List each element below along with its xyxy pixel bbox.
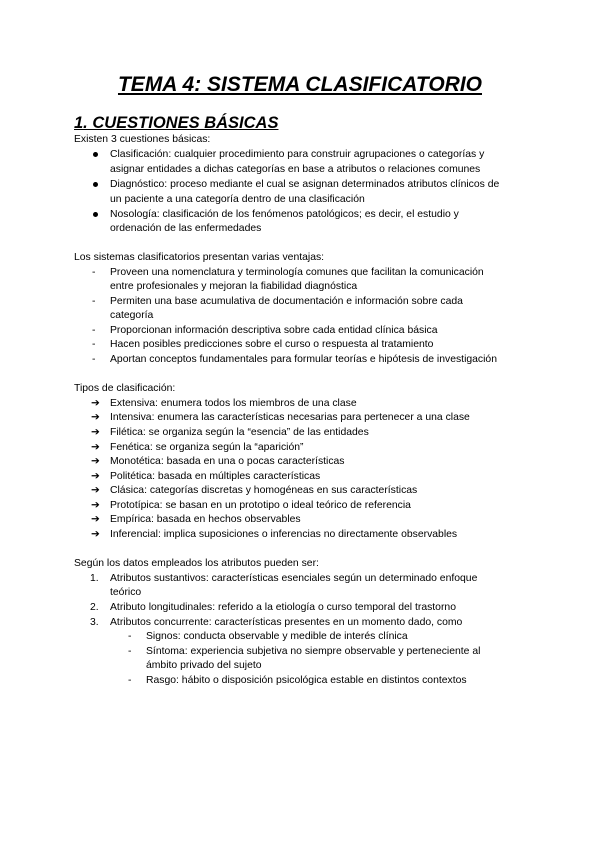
list-item: Hacen posibles predicciones sobre el curso o respuesta al tratamiento — [110, 339, 434, 350]
list-item: Inferencial: implica suposiciones o inferencias no directamente observables — [110, 529, 458, 540]
arrow-icon: ➔ — [91, 398, 100, 409]
dash-icon: - — [128, 631, 132, 642]
list-item: Proveen una nomenclatura y terminología comunes que facilitan la comunicación — [110, 267, 484, 278]
list-item: Monotética: basada en una o pocas características — [110, 456, 345, 467]
dash-icon: - — [128, 675, 132, 686]
list-item: Fenética: se organiza según la “aparición” — [110, 442, 304, 453]
ventajas-intro: Los sistemas clasificatorios presentan varias ventajas: — [74, 252, 325, 263]
intro-text: Existen 3 cuestiones básicas: — [74, 134, 211, 145]
bullet-icon — [93, 212, 98, 217]
bullet-icon — [93, 182, 98, 187]
bullet-line: un paciente a una categoría dentro de una clasificación — [110, 194, 365, 205]
list-number: 3. — [90, 617, 99, 628]
list-item: Extensiva: enumera todos los miembros de una clase — [110, 398, 357, 409]
list-item: Intensiva: enumera las características necesarias para pertenecer a una clase — [110, 412, 470, 423]
arrow-icon: ➔ — [91, 485, 100, 496]
arrow-icon: ➔ — [91, 471, 100, 482]
list-item: Empírica: basada en hechos observables — [110, 514, 301, 525]
list-item: Prototípica: se basan en un prototipo o ideal teórico de referencia — [110, 500, 411, 511]
dash-icon: - — [92, 296, 96, 307]
document-title: TEMA 4: SISTEMA CLASIFICATORIO — [117, 73, 482, 96]
atributos-intro: Según los datos empleados los atributos pueden ser: — [74, 558, 319, 569]
sub-item: Signos: conducta observable y medible de interés clínica — [146, 631, 408, 642]
list-item: Clásica: categorías discretas y homogéneas en sus características — [110, 485, 418, 496]
arrow-icon: ➔ — [91, 442, 100, 453]
list-item: Proporcionan información descriptiva sobre cada entidad clínica básica — [110, 325, 438, 336]
list-item: Atributos concurrente: características presentes en un momento dado, como — [110, 617, 463, 628]
bullet-line: asignar entidades a dichas categorías en base a atributos o relaciones comunes — [110, 164, 481, 175]
sub-item: ámbito privado del sujeto — [146, 660, 262, 671]
list-number: 1. — [90, 573, 99, 584]
list-item: Aportan conceptos fundamentales para formular teorías e hipótesis de investigación — [110, 354, 497, 365]
dash-icon: - — [128, 646, 132, 657]
list-item: Filética: se organiza según la “esencia” de las entidades — [110, 427, 369, 438]
bullet-line: Diagnóstico: proceso mediante el cual se asignan determinados atributos clínicos de — [110, 179, 500, 190]
section-heading: 1. CUESTIONES BÁSICAS — [74, 114, 279, 132]
arrow-icon: ➔ — [91, 500, 100, 511]
dash-icon: - — [92, 325, 96, 336]
list-item: Atributos sustantivos: características esenciales según un determinado enfoque — [110, 573, 478, 584]
bullet-icon — [93, 152, 98, 157]
arrow-icon: ➔ — [91, 412, 100, 423]
list-item: Atributo longitudinales: referido a la etiología o curso temporal del trastorno — [110, 602, 456, 613]
list-number: 2. — [90, 602, 99, 613]
dash-icon: - — [92, 354, 96, 365]
sub-item: Rasgo: hábito o disposición psicológica estable en distintos contextos — [146, 675, 467, 686]
list-item: entre profesionales y mejoran la fiabilidad diagnóstica — [110, 281, 358, 292]
bullet-line: Nosología: clasificación de los fenómenos patológicos; es decir, el estudio y — [110, 209, 459, 220]
sub-item: Síntoma: experiencia subjetiva no siempre observable y perteneciente al — [146, 646, 481, 657]
arrow-icon: ➔ — [91, 427, 100, 438]
list-item: Politética: basada en múltiples características — [110, 471, 321, 482]
bullet-line: Clasificación: cualquier procedimiento para construir agrupaciones o categorías y — [110, 149, 485, 160]
arrow-icon: ➔ — [91, 456, 100, 467]
dash-icon: - — [92, 339, 96, 350]
arrow-icon: ➔ — [91, 529, 100, 540]
list-item: teórico — [110, 587, 142, 598]
list-item: Permiten una base acumulativa de documentación e información sobre cada — [110, 296, 463, 307]
bullet-line: ordenación de las enfermedades — [110, 223, 262, 234]
dash-icon: - — [92, 267, 96, 278]
list-item: categoría — [110, 310, 154, 321]
arrow-icon: ➔ — [91, 514, 100, 525]
tipos-intro: Tipos de clasificación: — [74, 383, 176, 394]
